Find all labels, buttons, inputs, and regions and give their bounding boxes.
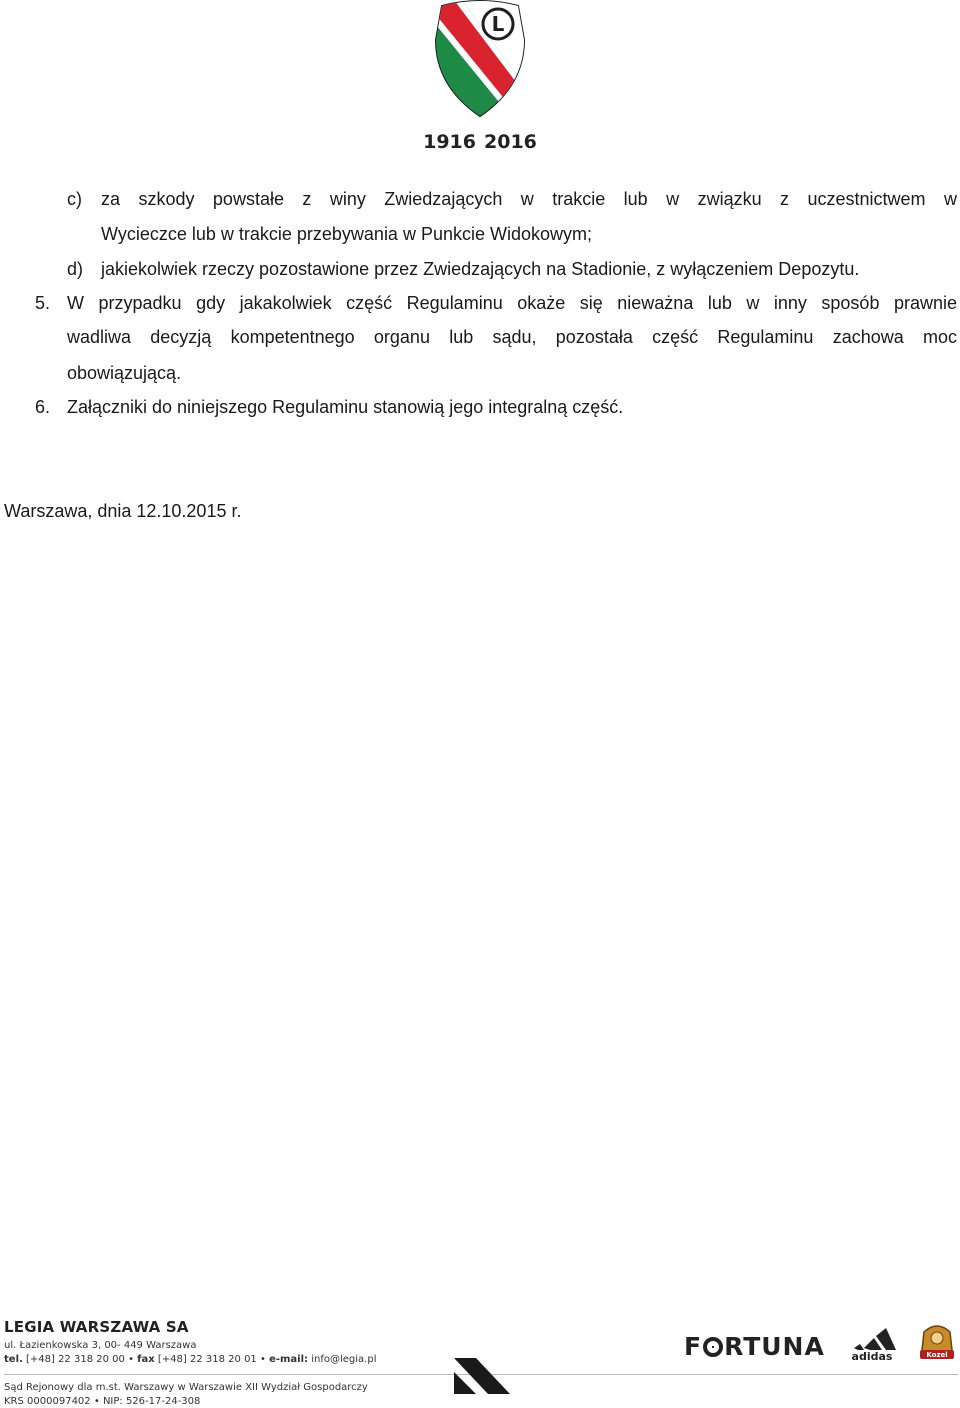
word: pozostała xyxy=(555,327,633,347)
slash-mark-icon xyxy=(454,1358,510,1394)
word: Zwiedzających xyxy=(384,189,503,209)
word: winy xyxy=(329,189,366,209)
tel-label: tel. xyxy=(4,1354,23,1365)
tel-value: [+48] 22 318 20 00 xyxy=(25,1354,125,1365)
word: za xyxy=(101,189,121,209)
word: wadliwa xyxy=(67,327,132,347)
word: uczestnictwem xyxy=(807,189,926,209)
word: nieważna xyxy=(617,293,694,313)
year-end: 2016 xyxy=(484,131,537,153)
word: prawnie xyxy=(893,293,957,313)
word: jakakolwiek xyxy=(239,293,332,313)
word: część xyxy=(346,293,393,313)
fax-value: [+48] 22 318 20 01 xyxy=(157,1354,257,1365)
email-label: e-mail: xyxy=(269,1354,309,1365)
page-footer xyxy=(0,1318,960,1408)
svg-text:Kozel: Kozel xyxy=(926,1351,948,1359)
word: w xyxy=(943,189,957,209)
fortuna-logo: F RTUNA xyxy=(684,1332,825,1361)
adidas-logo-icon xyxy=(848,1326,896,1362)
item-5-line-1 xyxy=(67,292,957,314)
email-value: info@legia.pl xyxy=(311,1354,377,1365)
crest-letter: L xyxy=(491,12,505,36)
word: trakcie xyxy=(552,189,606,209)
word: Regulaminu xyxy=(406,293,503,313)
item-6-marker: 6. xyxy=(35,397,51,417)
item-5-marker: 5. xyxy=(35,293,51,313)
item-5-line-3: obowiązującą. xyxy=(67,363,182,383)
word: powstałe xyxy=(212,189,284,209)
word: lub xyxy=(623,189,648,209)
word: moc xyxy=(922,327,957,347)
company-address: ul. Łazienkowska 3, 00- 449 Warszawa xyxy=(4,1340,197,1351)
item-c-line-1 xyxy=(101,188,957,210)
word: związku xyxy=(697,189,762,209)
word: w xyxy=(746,293,760,313)
company-contact: tel. [+48] 22 318 20 00 • fax [+48] 22 318 20 01 • e-mail: info@legia.pl xyxy=(4,1354,377,1365)
legia-crest-icon xyxy=(432,0,528,118)
word: sposób xyxy=(821,293,880,313)
word: W xyxy=(67,293,84,313)
svg-text:adidas: adidas xyxy=(851,1350,893,1362)
word: okaże xyxy=(517,293,566,313)
word: z xyxy=(780,189,790,209)
registry-ids: KRS 0000097402 • NIP: 526-17-24-308 xyxy=(4,1396,201,1407)
item-c-marker: c) xyxy=(67,189,82,209)
header-logo xyxy=(423,0,537,156)
fax-label: fax xyxy=(137,1354,155,1365)
court-registry: Sąd Rejonowy dla m.st. Warszawy w Warszawie XII Wydział Gospodarczy xyxy=(4,1382,368,1393)
word: zachowa xyxy=(832,327,904,347)
word: organu xyxy=(373,327,430,347)
word: część xyxy=(652,327,699,347)
nip-number: NIP: 526-17-24-308 xyxy=(102,1396,201,1407)
word: kompetentnego xyxy=(230,327,355,347)
word: lub xyxy=(707,293,732,313)
word: z xyxy=(302,189,312,209)
date-line: Warszawa, dnia 12.10.2015 r. xyxy=(4,501,242,521)
item-d-line-1: jakiekolwiek rzeczy pozostawione przez Zwiedzających na Stadionie, z wyłączeniem Depozytu. xyxy=(101,259,860,279)
word: gdy xyxy=(196,293,226,313)
word: w xyxy=(520,189,534,209)
word: sądu, xyxy=(492,327,537,347)
crest-years xyxy=(423,130,537,154)
item-5-line-2 xyxy=(67,326,957,348)
word: przypadku xyxy=(98,293,182,313)
word: Regulaminu xyxy=(717,327,814,347)
item-6-line-1: Załączniki do niniejszego Regulaminu stanowią jego integralną część. xyxy=(67,397,624,417)
word: się xyxy=(579,293,603,313)
krs-number: KRS 0000097402 xyxy=(4,1396,91,1407)
word: decyzją xyxy=(150,327,212,347)
company-name: LEGIA WARSZAWA SA xyxy=(4,1318,189,1336)
kozel-logo-icon xyxy=(916,1320,958,1368)
word: lub xyxy=(449,327,474,347)
word: szkody xyxy=(138,189,195,209)
word: w xyxy=(666,189,680,209)
item-d-marker: d) xyxy=(67,259,84,279)
year-start: 1916 xyxy=(423,131,476,153)
word: inny xyxy=(773,293,807,313)
item-c-line-2: Wycieczce lub w trakcie przebywania w Punkcie Widokowym; xyxy=(101,224,593,244)
